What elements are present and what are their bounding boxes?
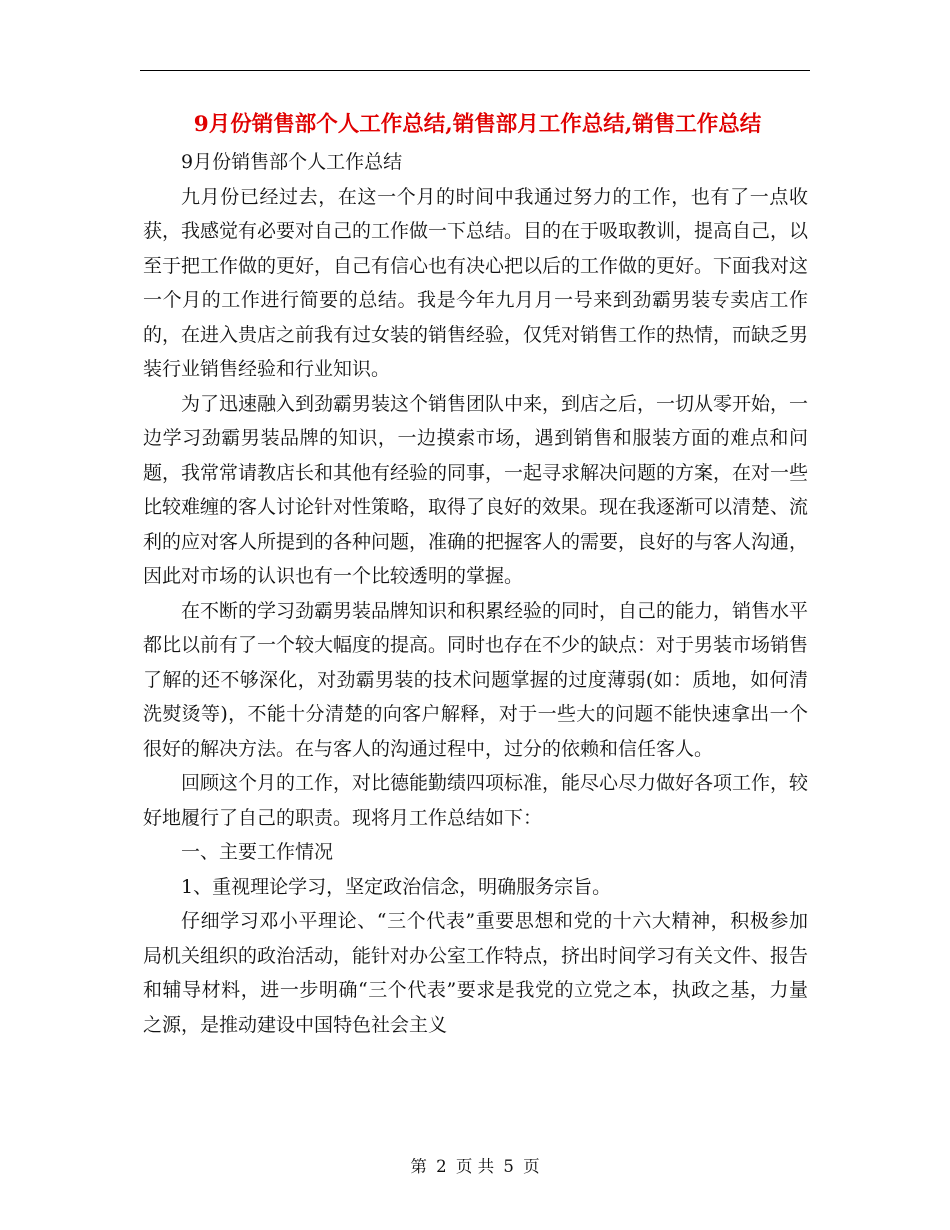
section-heading: 一、主要工作情况 [181, 841, 334, 863]
paragraph-intro: 九月份已经过去，在这一个月的时间中我通过努力的工作，也有了一点收获，我感觉有必要对自己的工作做一下总结。目的在于吸取教训，提高自己，以至于把工作做的更好，自己有信心也有决心把以后的工作做的更好。下面我对这一个月的工作进行简要的总结。我是今年九月月一号来到劲霸男装专卖店工作的，在进入贵店之前我有过女装的销售经验，仅凭对销售工作的热情，而缺乏男装行业销售经验和行业知识。 [143, 185, 809, 380]
paragraph-shortcomings: 在不断的学习劲霸男装品牌知识和积累经验的同时，自己的能力，销售水平都比以前有了一个较大幅度的提高。同时也存在不少的缺点：对于男装市场销售了解的还不够深化，对劲霸男装的技术问题掌握的过度薄弱(如：质地，如何清洗熨烫等)，不能十分清楚的向客户解释，对于一些大的问题不能快速拿出一个很好的解决方法。在与客人的沟通过程中，过分的依赖和信任客人。 [143, 599, 809, 760]
paragraph-learning: 为了迅速融入到劲霸男装这个销售团队中来，到店之后，一切从零开始，一边学习劲霸男装品牌的知识，一边摸索市场，遇到销售和服装方面的难点和问题，我常常请教店长和其他有经验的同事，一起寻求解决问题的方案，在对一些比较难缠的客人讨论针对性策略，取得了良好的效果。现在我逐渐可以清楚、流利的应对客人所提到的各种问题，准确的把握客人的需要，良好的与客人沟通，因此对市场的认识也有一个比较透明的掌握。 [143, 392, 809, 587]
page-footer [0, 1153, 950, 1177]
document-body [143, 105, 808, 1042]
header-rule [140, 70, 810, 71]
footer-prefix: 第 [410, 1157, 427, 1176]
paragraph-theory: 仔细学习邓小平理论、“三个代表”重要思想和党的十六大精神，积极参加局机关组织的政治活动，能针对办公室工作特点，挤出时间学习有关文件、报告和辅导材料，进一步明确“三个代表”要求是我党的立党之本，执政之基，力量之源，是推动建设中国特色社会主义 [143, 910, 809, 1036]
paragraph-subtitle: 9月份销售部个人工作总结 [181, 151, 403, 173]
footer-suffix: 页 [523, 1157, 540, 1176]
page-total: 5 [503, 1157, 514, 1176]
page-number: 2 [436, 1157, 447, 1176]
footer-middle: 页 共 [455, 1157, 495, 1176]
subsection-heading: 1、重视理论学习，坚定政治信念，明确服务宗旨。 [181, 875, 612, 898]
paragraph-review: 回顾这个月的工作，对比德能勤绩四项标准，能尽心尽力做好各项工作，较好地履行了自己的职责。现将月工作总结如下： [143, 772, 809, 829]
document-title: 9月份销售部个人工作总结,销售部月工作总结,销售工作总结 [193, 112, 762, 137]
